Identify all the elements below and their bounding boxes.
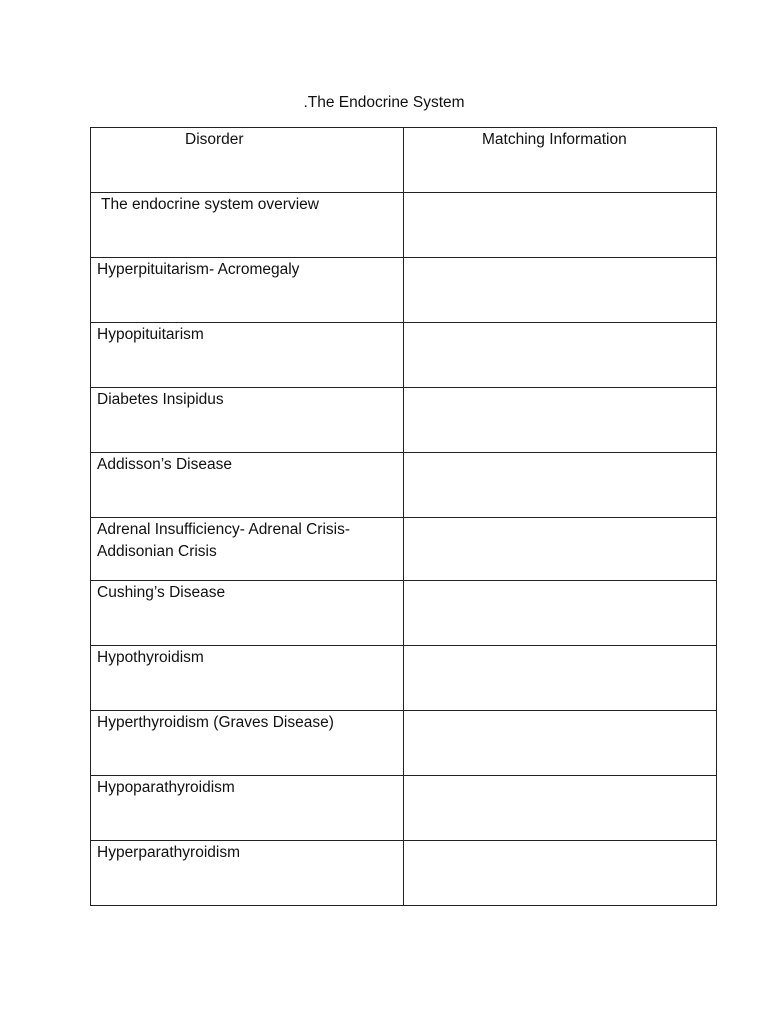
table-row <box>91 388 717 453</box>
disorder-label: Hypothyroidism <box>97 649 204 666</box>
disorder-cell <box>91 518 404 581</box>
disorder-cell <box>91 258 404 323</box>
disorder-cell <box>91 581 404 646</box>
disorder-label: Cushing’s Disease <box>97 584 226 601</box>
table-row <box>91 581 717 646</box>
disorder-label: Hyperparathyroidism <box>97 844 240 861</box>
matching-information-cell[interactable] <box>404 841 717 906</box>
disorder-label: Hypopituitarism <box>97 326 204 343</box>
matching-information-cell[interactable] <box>404 388 717 453</box>
disorder-label: The endocrine system overview <box>101 196 319 213</box>
disorder-cell <box>91 646 404 711</box>
table-row <box>91 258 717 323</box>
header-label-matching-information: Matching Information <box>482 131 627 148</box>
table-row <box>91 518 717 581</box>
disorder-cell <box>91 193 404 258</box>
disorder-label: Adrenal Insufficiency- Adrenal Crisis- Addisonian Crisis <box>97 521 350 560</box>
disorder-label: Hypoparathyroidism <box>97 779 235 796</box>
disorder-label: Diabetes Insipidus <box>97 391 224 408</box>
disorder-label: Hyperpituitarism- Acromegaly <box>97 261 300 278</box>
header-label-disorder: Disorder <box>185 131 244 148</box>
header-cell-disorder <box>91 128 404 193</box>
disorder-label: Addisson’s Disease <box>97 456 232 473</box>
disorder-matching-table <box>90 127 717 906</box>
matching-information-cell[interactable] <box>404 193 717 258</box>
matching-information-cell[interactable] <box>404 518 717 581</box>
table-row <box>91 841 717 906</box>
document-title: .The Endocrine System <box>303 94 465 111</box>
matching-information-cell[interactable] <box>404 323 717 388</box>
table-header-row <box>91 128 717 193</box>
table-row <box>91 193 717 258</box>
disorder-cell <box>91 323 404 388</box>
matching-information-cell[interactable] <box>404 646 717 711</box>
matching-information-cell[interactable] <box>404 258 717 323</box>
table-row <box>91 646 717 711</box>
matching-information-cell[interactable] <box>404 453 717 518</box>
matching-information-cell[interactable] <box>404 776 717 841</box>
disorder-cell <box>91 776 404 841</box>
disorder-cell <box>91 453 404 518</box>
table-row <box>91 776 717 841</box>
disorder-cell <box>91 711 404 776</box>
matching-information-cell[interactable] <box>404 581 717 646</box>
disorder-label: Hyperthyroidism (Graves Disease) <box>97 714 334 731</box>
disorder-cell <box>91 388 404 453</box>
table-row <box>91 711 717 776</box>
table-row <box>91 453 717 518</box>
header-cell-matching-information <box>404 128 717 193</box>
matching-information-cell[interactable] <box>404 711 717 776</box>
table-row <box>91 323 717 388</box>
disorder-cell <box>91 841 404 906</box>
